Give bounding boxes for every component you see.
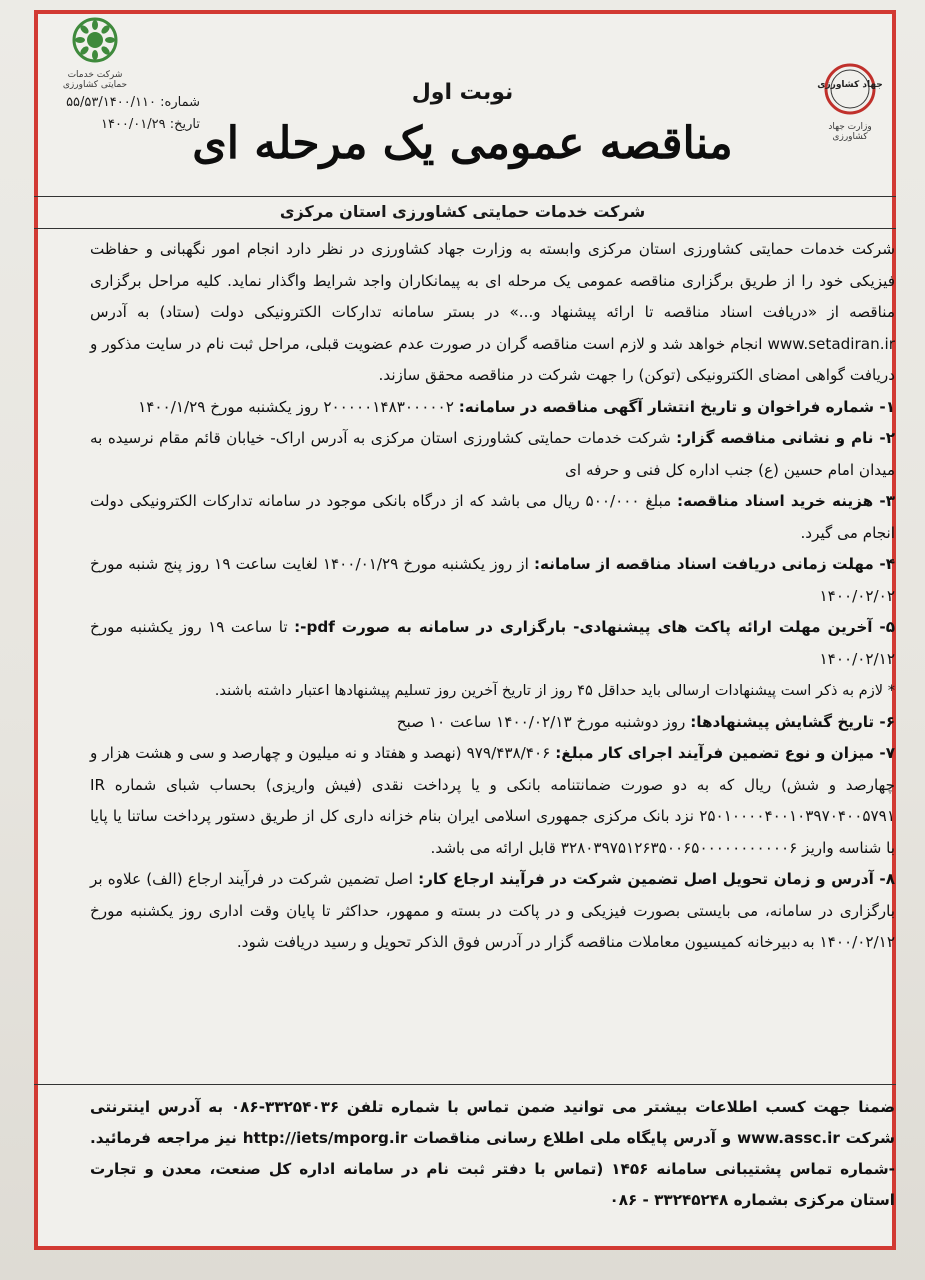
list-item: [90, 675, 895, 707]
list-item: [90, 738, 895, 864]
notice-body: [90, 234, 895, 959]
item-text: ۹۷۹/۴۳۸/۴۰۶ (نهصد و هفتاد و نه میلیون و چهارصد و سی و هشت هزار و چهارصد و شش) ریال که به دو صورت ضمانتنامه بانکی و یا پرداخت نقدی (فیش واریزی) بحساب شبای شماره IR ۲۵۰۱۰۰۰۰۴۰۰۱۰۳۹۷۰۴۰۰۵۷۹۱ نزد بانک مرکزی جمهوری اسلامی ایران بنام خزانه داری کل از طریق دستور پرداخت ساتنا یا پایا با شناسه واریز ۳۲۸۰۳۹۷۵۱۲۶۳۵۰۰۶۵۰۰۰۰۰۰۰۰۰۰۰۶ قابل ارائه می باشد.: [90, 744, 895, 857]
list-item: [90, 612, 895, 675]
item-text: تا ساعت ۱۹ روز یکشنبه مورخ ۱۴۰۰/۰۲/۱۲: [90, 618, 895, 668]
item-text: شرکت خدمات حمایتی کشاورزی استان مرکزی به آدرس اراک- خیابان قائم مقام نرسیده به میدان امام حسین (ع) جنب اداره کل فنی و حرفه ای: [90, 429, 895, 479]
item-text: مبلغ ۵۰۰/۰۰۰ ریال می باشد که از درگاه بانکی موجود در سامانه تدارکات الکترونیکی دولت انجام می گیرد.: [90, 492, 895, 542]
list-item: [90, 423, 895, 486]
list-item: [90, 486, 895, 549]
notice-turn: نوبت اول: [411, 80, 514, 105]
item-label: ۸- آدرس و زمان تحویل اصل تضمین شرکت در فرآیند ارجاع کار:: [418, 870, 895, 888]
item-label: ۵- آخرین مهلت ارائه پاکت های پیشنهادی- بارگزاری در سامانه به صورت pdf-:: [294, 618, 896, 636]
header-divider: [34, 196, 896, 197]
item-label: ۲- نام و نشانی مناقصه گزار:: [676, 429, 895, 447]
wheat-emblem-icon: [71, 16, 119, 64]
company-subtitle: شرکت خدمات حمایتی کشاورزی استان مرکزی: [279, 202, 646, 221]
list-item: [90, 392, 895, 424]
contact-footer: [90, 1092, 895, 1216]
footer-divider: [34, 1084, 896, 1085]
item-label: ۶- تاریخ گشایش پیشنهادها:: [690, 712, 895, 731]
list-item: [90, 549, 895, 612]
intro-paragraph: شرکت خدمات حمایتی کشاورزی استان مرکزی وابسته به وزارت جهاد کشاورزی در نظر دارد انجام امور نگهبانی و حفاظت فیزیکی خود را از طریق برگزاری مناقصه عمومی یک مرحله ای به پیمانکاران واجد شرایط واگذار نماید. کلیه مراحل برگزاری مناقصه از «دریافت اسناد مناقصه تا ارائه پیشنهاد و...» در بستر سامانه تدارکات الکترونیکی دولت (ستاد) به آدرس www.setadiran.ir انجام خواهد شد و لازم است مناقصه گران در صورت عدم عضویت قبلی، مراحل ثبت نام در سایت مذکور و دریافت گواهی امضای الکترونیکی (توکن) را جهت شرکت در مناقصه محقق سازند.: [90, 240, 895, 384]
page-title: مناقصه عمومی یک مرحله ای: [192, 118, 733, 169]
ministry-logo-text: جهاد کشاورزی: [817, 80, 883, 90]
item-text: روز دوشنبه مورخ ۱۴۰۰/۰۲/۱۳ ساعت ۱۰ صبح: [396, 712, 691, 731]
subtitle-divider: [34, 228, 896, 229]
notice-date: تاریخ: ۱۴۰۰/۰۱/۲۹: [100, 117, 200, 132]
ministry-logo-caption: وزارت جهاد کشاورزی: [828, 122, 872, 142]
list-item: [90, 864, 895, 959]
item-text: از روز یکشنبه مورخ ۱۴۰۰/۰۱/۲۹ لغایت ساعت ۱۹ روز پنج شنبه مورخ ۱۴۰۰/۰۲/۰۲: [90, 555, 895, 605]
item-text: * لازم به ذکر است پیشنهادات ارسالی باید حداقل ۴۵ روز از تاریخ آخرین روز تسلیم پیشنهادها اعتبار داشته باشند.: [214, 682, 895, 699]
company-logo: [60, 16, 130, 90]
item-label: ۱- شماره فراخوان و تاریخ انتشار آگهی مناقصه در سامانه:: [458, 397, 895, 416]
item-text: اصل تضمین شرکت در فرآیند ارجاع (الف) علاوه بر بارگزاری در سامانه، می بایستی بصورت فیزیکی و در پاکت در بسته و ممهور، حداکثر تا پایان وقت اداری روز یکشنبه مورخ ۱۴۰۰/۰۲/۱۲ به دبیرخانه کمیسیون معاملات مناقصه گزار در آدرس فوق الذکر تحویل و رسید دریافت شود.: [90, 870, 895, 951]
item-label: ۴- مهلت زمانی دریافت اسناد مناقصه از سامانه:: [533, 555, 895, 573]
item-label: ۳- هزینه خرید اسناد مناقصه:: [677, 492, 895, 510]
notice-number: شماره: ۵۵/۵۳/۱۴۰۰/۱۱۰: [66, 95, 200, 110]
list-item: [90, 707, 895, 739]
item-text: ۲۰۰۰۰۰۱۴۸۳۰۰۰۰۰۲ روز یکشنبه مورخ ۱۴۰۰/۱/۲۹: [138, 397, 459, 416]
footer-paragraph: ضمنا جهت کسب اطلاعات بیشتر می توانید ضمن تماس با شماره تلفن ۳۳۲۵۴۰۳۶-۰۸۶ به آدرس اینترنتی شرکت www.assc.ir و آدرس پایگاه ملی اطلاع رسانی مناقصات http://iets/mporg.ir نیز مراجعه فرمائید. -شماره تماس پشتیبانی سامانه ۱۴۵۶ (تماس با دفتر ثبت نام در سامانه اداره کل صنعت، معدن و تجارت استان مرکزی بشماره ۳۳۲۴۵۲۴۸ - ۰۸۶: [90, 1098, 896, 1209]
item-label: ۷- میزان و نوع تضمین فرآیند اجرای کار مبلغ:: [555, 744, 895, 762]
company-logo-caption: شرکت خدمات حمایتی کشاورزی: [62, 70, 128, 90]
